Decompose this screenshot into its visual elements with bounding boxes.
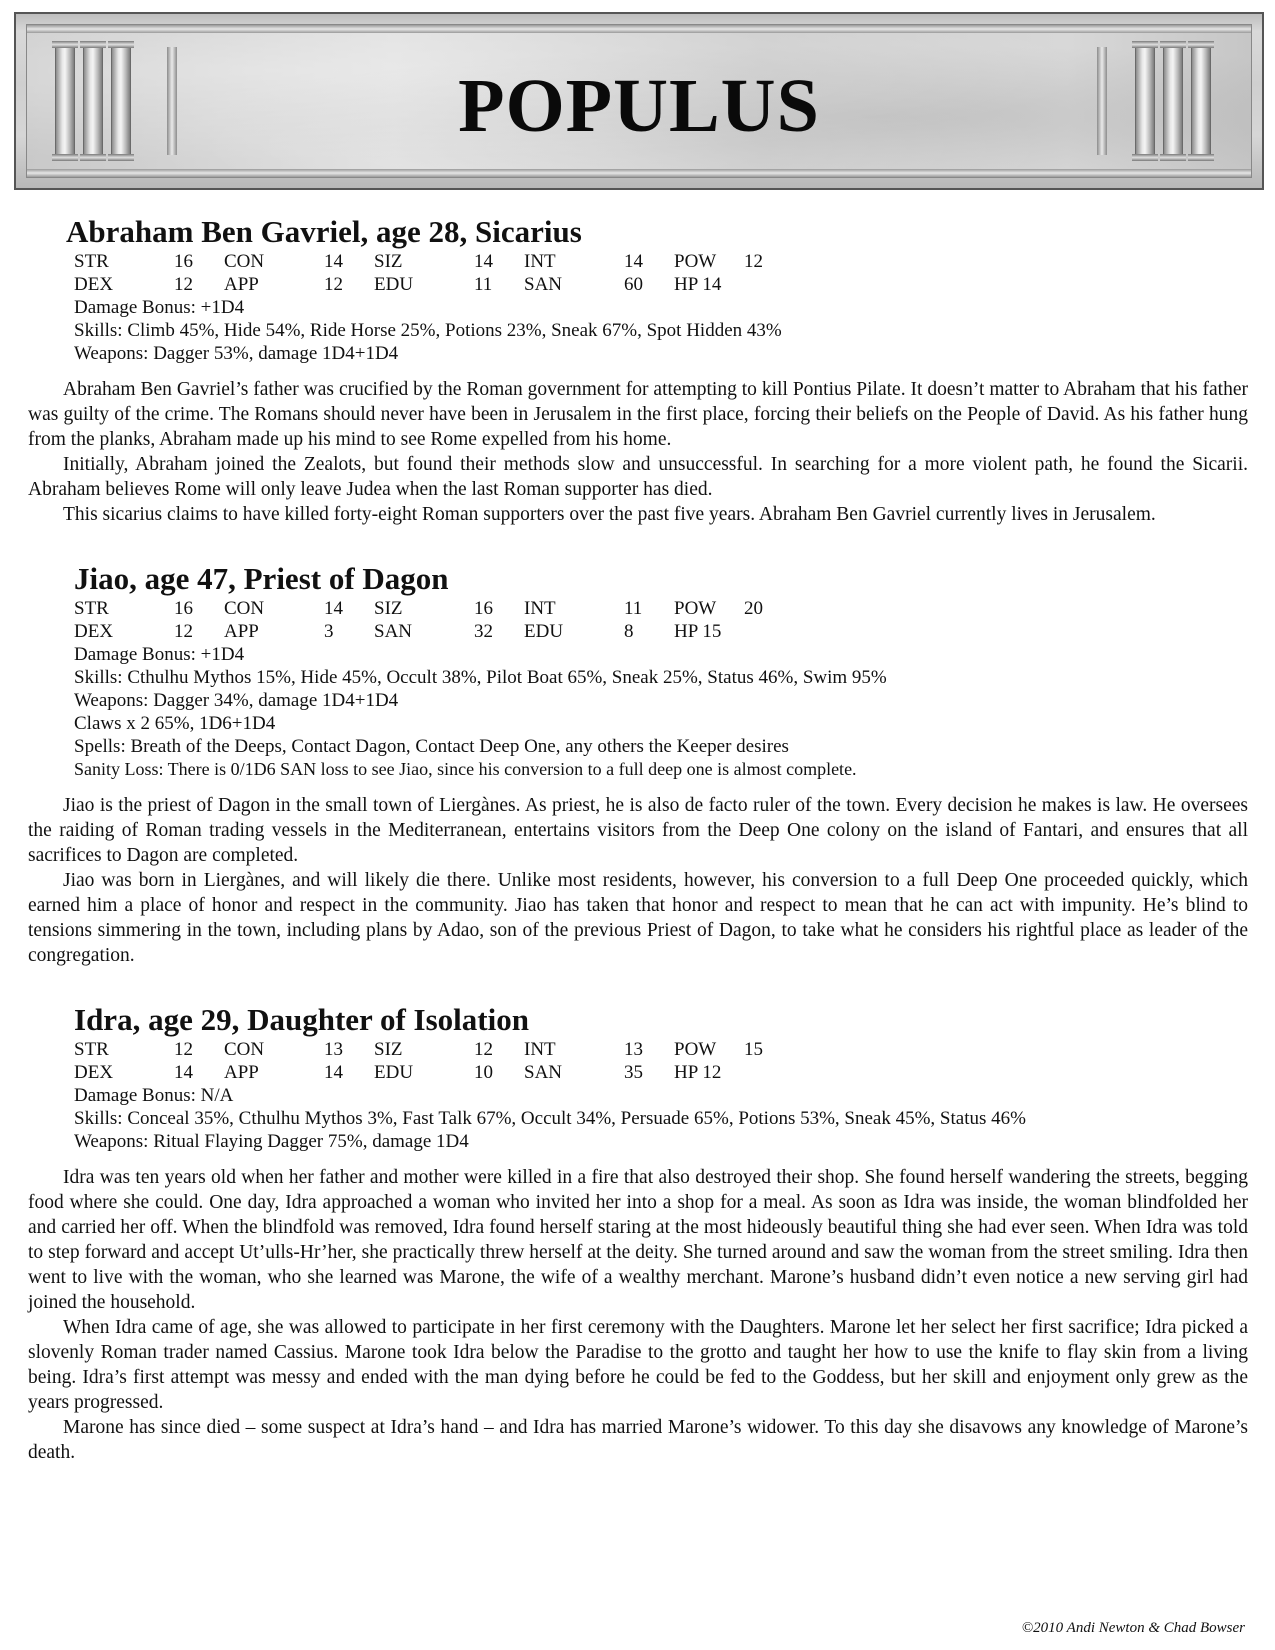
skills-line: Skills: Cthulhu Mythos 15%, Hide 45%, Occult 38%, Pilot Boat 65%, Sneak 25%, Status 46%, Swim 95% (74, 667, 887, 688)
paragraph: Marone has since died – some suspect at Idra’s hand – and Idra has married Marone’s widower. To this day she disavows any knowledge of Marone’s death. (28, 1417, 1248, 1463)
character-entry (28, 561, 1248, 968)
entry-title: Abraham Ben Gavriel, age 28, Sicarius (66, 214, 582, 249)
entry-description (28, 1165, 1248, 1465)
skills-line: Skills: Conceal 35%, Cthulhu Mythos 3%, Fast Talk 67%, Occult 34%, Persuade 65%, Potions 53%, Sneak 45%, Status 46% (74, 1108, 1026, 1129)
skills-line: Skills: Climb 45%, Hide 54%, Ride Horse 25%, Potions 23%, Sneak 67%, Spot Hidden 43% (74, 320, 782, 341)
paragraph: When Idra came of age, she was allowed to participate in her first ceremony with the Daughters. Marone let her select her first sacrifice; Idra picked a slovenly Roman trader named Cassius. Marone took Idra below the Paradise to the grotto and taught her how to use the knife to flay skin from a living being. Idra’s first attempt was messy and ended with the man dying before he could be fed to the Goddess, but her skill and enjoyment only grew as the years progressed. (28, 1317, 1248, 1413)
damage-bonus: Damage Bonus: N/A (74, 1085, 234, 1106)
stat-row: STR 16 CON 14 SIZ 16 INT 11 POW 20 (74, 598, 763, 619)
weapons-line: Weapons: Ritual Flaying Dagger 75%, damage 1D4 (74, 1131, 469, 1152)
paragraph: This sicarius claims to have killed forty-eight Roman supporters over the past five years. Abraham Ben Gavriel currently lives in Jerusalem. (63, 504, 1156, 525)
stat-row: DEX 14 APP 14 EDU 10 SAN 35 HP 12 (74, 1062, 722, 1083)
page-title: POPULUS (458, 64, 820, 148)
title-banner (14, 12, 1264, 190)
stat-row: DEX 12 APP 12 EDU 11 SAN 60 HP 14 (74, 274, 722, 295)
stat-row: DEX 12 APP 3 SAN 32 EDU 8 HP 15 (74, 621, 722, 642)
stat-block (74, 1038, 1248, 1153)
sanity-loss-line: Sanity Loss: There is 0/1D6 SAN loss to see Jiao, since his conversion to a full deep one is almost complete. (74, 759, 857, 779)
entry-title: Jiao, age 47, Priest of Dagon (74, 561, 449, 596)
stat-block (74, 597, 1248, 781)
stat-row: STR 16 CON 14 SIZ 14 INT 14 POW 12 (74, 251, 763, 272)
copyright-footer: ©2010 Andi Newton & Chad Bowser (1021, 1620, 1245, 1636)
document-body (28, 214, 1248, 1465)
paragraph: Abraham Ben Gavriel’s father was crucified by the Roman government for attempting to kill Pontius Pilate. It doesn’t matter to Abraham that his father was guilty of the crime. The Romans should never have been in Jerusalem in the first place, forcing their beliefs on the People of David. As his father hung from the planks, Abraham made up his mind to see Rome expelled from his home. (28, 379, 1248, 450)
stat-block (74, 250, 1248, 365)
character-entry (28, 1002, 1248, 1465)
paragraph: Jiao was born in Liergànes, and will likely die there. Unlike most residents, however, his conversion to a full Deep One proceeded quickly, which earned him a place of honor and respect in the community. Jiao has taken that honor and respect to mean that he can act with impunity. He’s blind to tensions simmering in the town, including plans by Adao, son of the previous Priest of Dagon, to take what he considers his rightful place as leader of the congregation. (28, 870, 1248, 966)
stat-row: STR 12 CON 13 SIZ 12 INT 13 POW 15 (74, 1039, 763, 1060)
entry-description (28, 377, 1248, 527)
paragraph: Jiao is the priest of Dagon in the small town of Liergànes. As priest, he is also de facto ruler of the town. Every decision he makes is law. He oversees the raiding of Roman trading vessels in the Mediterranean, entertains visitors from the Deep One colony on the island of Fantari, and ensures that all sacrifices to Dagon are completed. (28, 795, 1248, 866)
paragraph: Initially, Abraham joined the Zealots, but found their methods slow and unsuccessful. In searching for a more violent path, he found the Sicarii. Abraham believes Rome will only leave Judea when the last Roman supporter has died. (28, 454, 1248, 500)
weapons-line: Weapons: Dagger 53%, damage 1D4+1D4 (74, 343, 399, 364)
paragraph: Idra was ten years old when her father and mother were killed in a fire that also destroyed their shop. She found herself wandering the streets, begging food where she could. One day, Idra approached a woman who invited her into a shop for a meal. As soon as Idra was inside, the woman blindfolded her and carried her off. When the blindfold was removed, Idra found herself staring at the most hideously beautiful thing she had ever seen. When Idra was told to step forward and accept Ut’ulls-Hr’her, she practically threw herself at the deity. She turned around and saw the woman from the street smiling. Idra then went to live with the woman, who she learned was Marone, the wife of a wealthy merchant. Marone’s husband didn’t even notice a new serving girl had joined the household. (28, 1167, 1248, 1313)
damage-bonus: Damage Bonus: +1D4 (74, 297, 245, 318)
claws-line: Claws x 2 65%, 1D6+1D4 (74, 713, 276, 734)
spells-line: Spells: Breath of the Deeps, Contact Dagon, Contact Deep One, any others the Keeper desires (74, 736, 789, 757)
entry-description (28, 793, 1248, 968)
damage-bonus: Damage Bonus: +1D4 (74, 644, 245, 665)
entry-title: Idra, age 29, Daughter of Isolation (74, 1002, 529, 1037)
character-entry (28, 214, 1248, 527)
weapons-line: Weapons: Dagger 34%, damage 1D4+1D4 (74, 690, 399, 711)
banner-panel (26, 24, 1252, 178)
